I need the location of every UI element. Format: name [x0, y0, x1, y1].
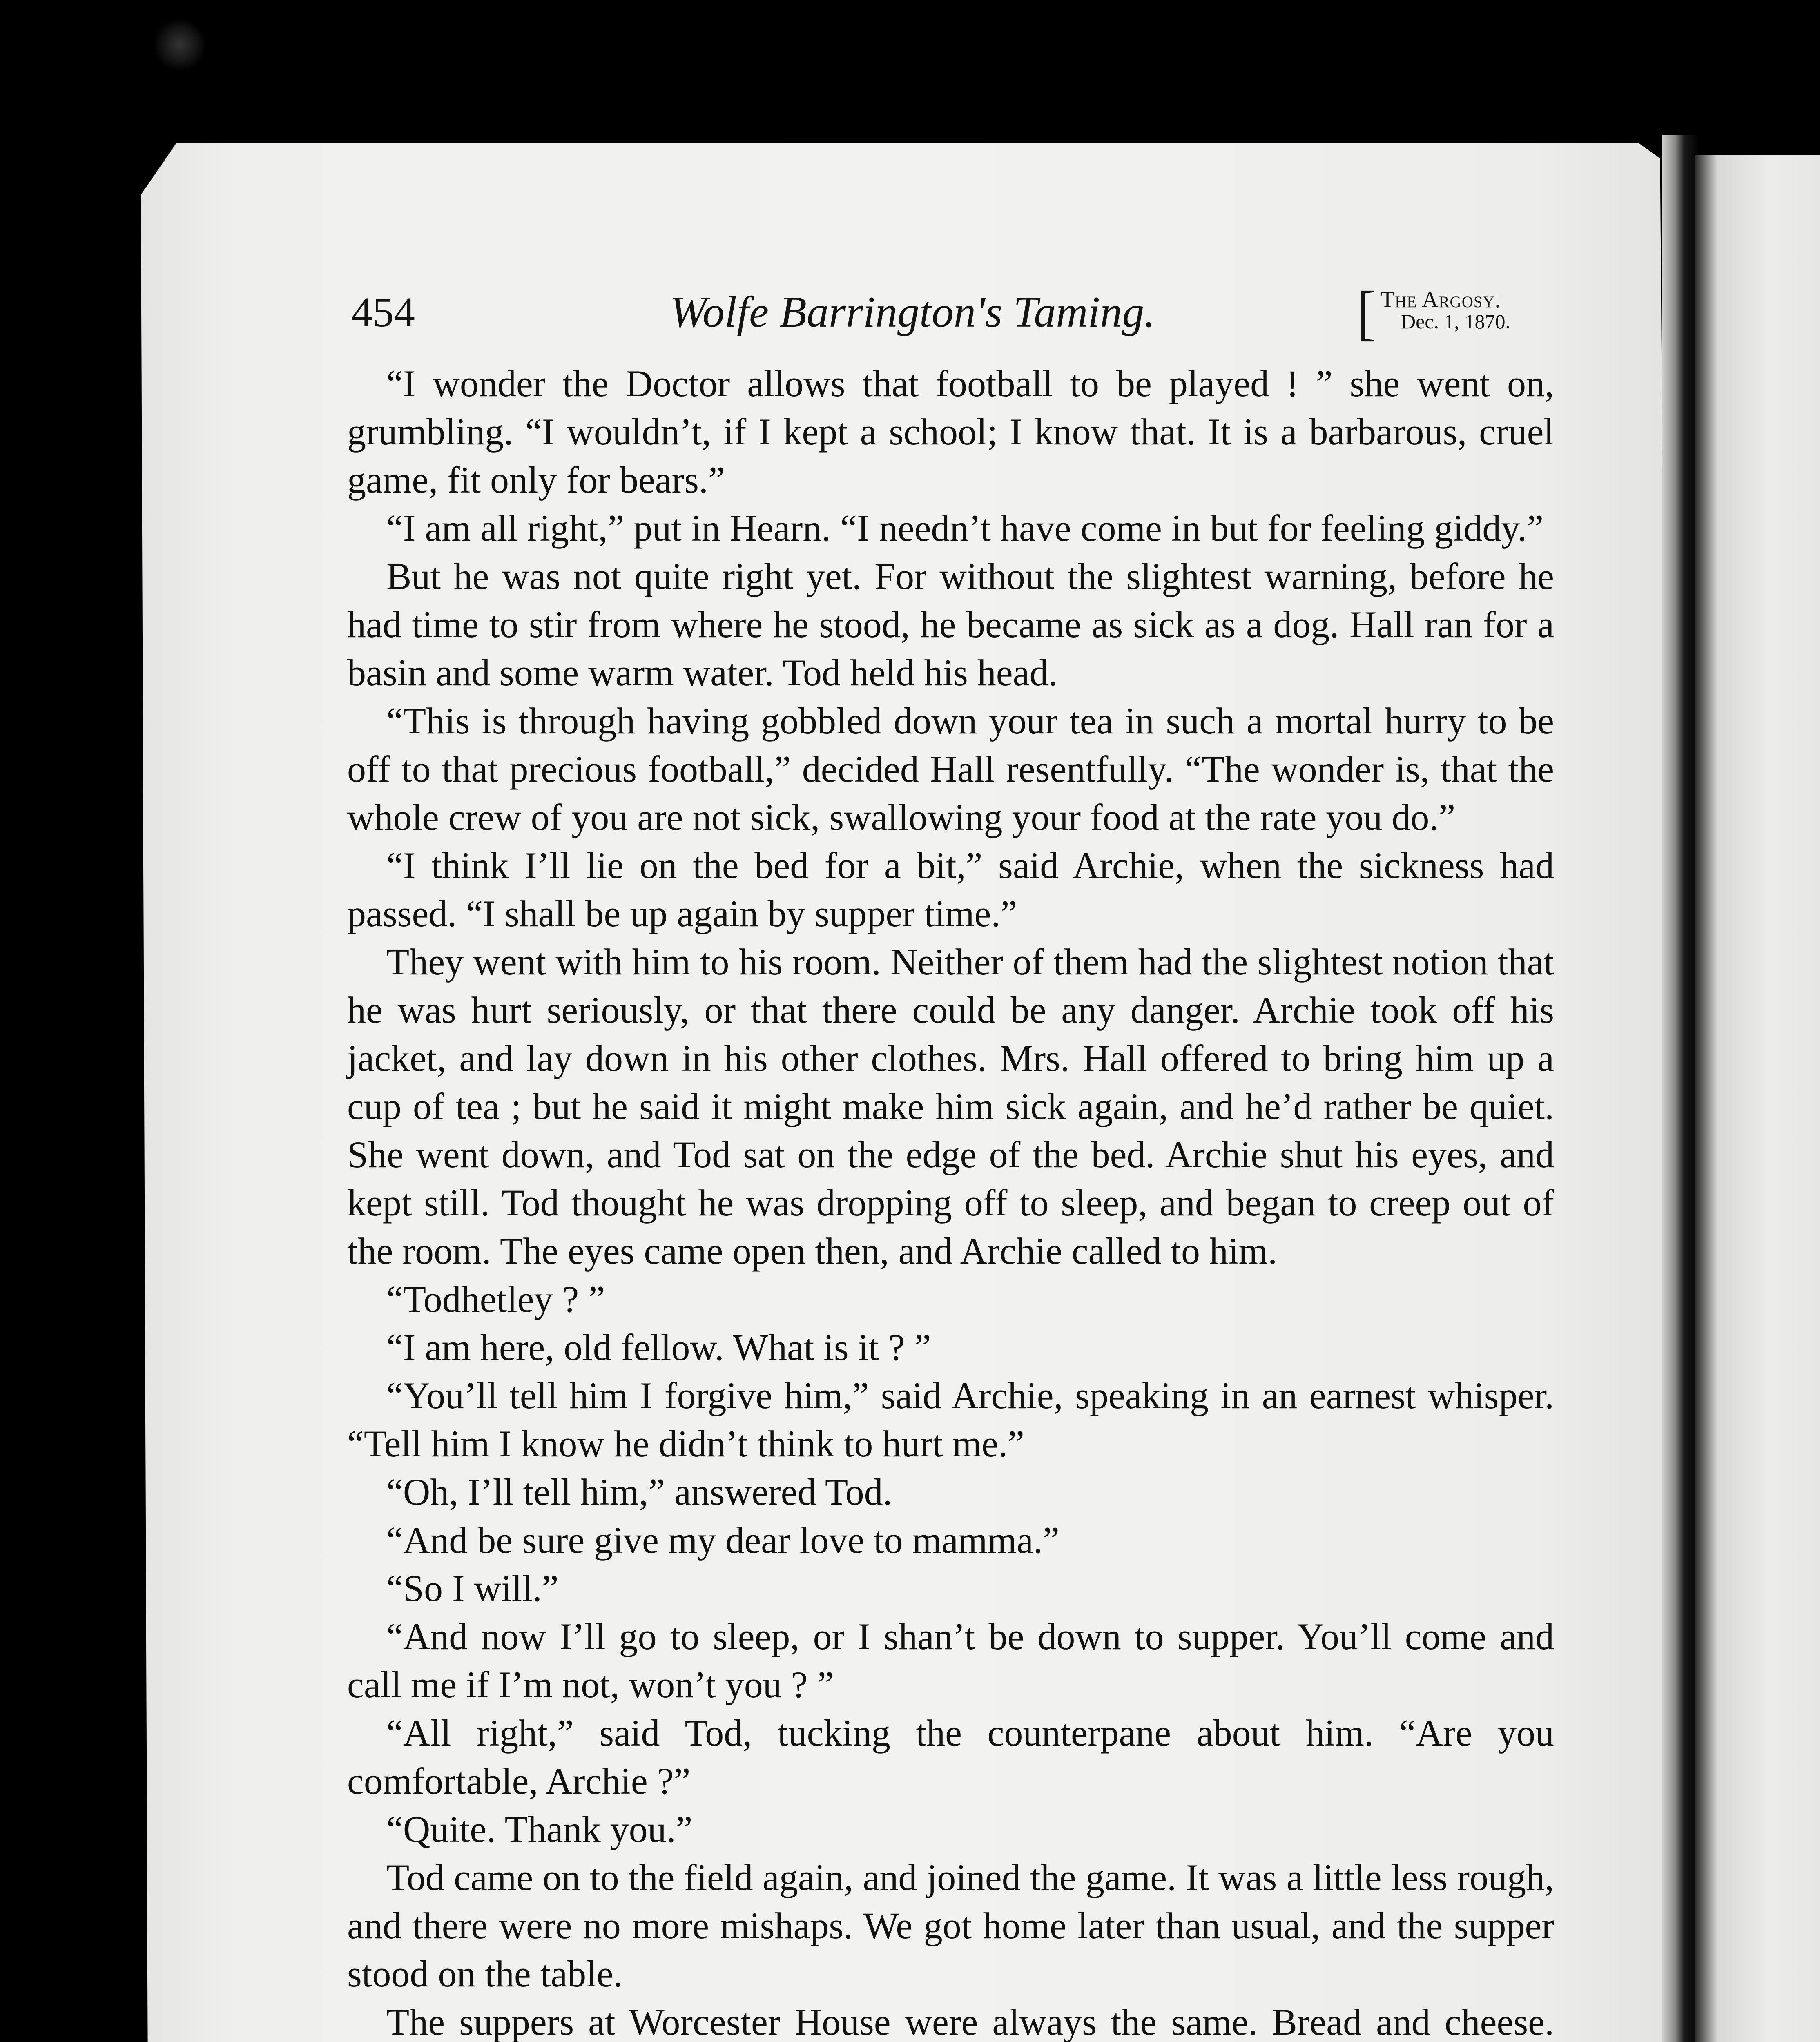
- facing-page-edge: [1695, 155, 1820, 2042]
- paragraph: But he was not quite right yet. For without the slightest warning, before he had time to stir from where he stood, he became as sick as a dog. Hall ran for a basin and some warm water. Tod held his head.: [347, 555, 1554, 693]
- dust-speck: [155, 16, 204, 74]
- paragraph: They went with him to his room. Neither of them had the slightest notion that he was hurt seriously, or that there could be any danger. Archie took off his jacket, and lay down in his other clothes. Mrs. Hall offered to bring him up a cup of tea ; but he said it might make him sick again, and he’d rather be quiet. She went down, and Tod sat on the edge of the bed. Archie shut his eyes, and kept still. Tod thought he was dropping off to sleep, and began to creep out of the room. The eyes came open then, and Archie called to him.: [347, 941, 1554, 1272]
- book-gutter: [1662, 135, 1699, 2042]
- body-text: [347, 359, 1554, 2042]
- paragraph: “And now I’ll go to sleep, or I shan’t be down to supper. You’ll come and call me if I’m not, won’t you ? ”: [347, 1616, 1554, 1705]
- paragraph: “I am all right,” put in Hearn. “I needn’t have come in but for feeling giddy.”: [386, 507, 1544, 549]
- paragraph: “I wonder the Doctor allows that football to be played ! ” she went on, grumbling. “I wouldn’t, if I kept a school; I know that. It is a barbarous, cruel game, fit only for bears.”: [347, 363, 1554, 501]
- paragraph: “You’ll tell him I forgive him,” said Archie, speaking in an earnest whisper. “Tell him I know he didn’t think to hurt me.”: [347, 1375, 1554, 1465]
- issue-date: Dec. 1, 1870.: [1401, 310, 1510, 333]
- paragraph: The suppers at Worcester House were always the same. Bread and cheese.: [386, 2001, 1554, 2042]
- paragraph: “So I will.”: [386, 1567, 559, 1609]
- paragraph: Tod came on to the field again, and joined the game. It was a little less rough, and there were no more mishaps. We got home later than usual, and the supper stood on the table.: [347, 1857, 1554, 1995]
- paragraph: “Quite. Thank you.”: [386, 1808, 693, 1850]
- paragraph: “I am here, old fellow. What is it ? ”: [386, 1326, 931, 1368]
- paragraph: “I think I’ll lie on the bed for a bit,” said Archie, when the sickness had passed. “I shall be up again by supper time.”: [347, 845, 1554, 934]
- header-bracket: [: [1356, 279, 1376, 347]
- page-title: Wolfe Barrington's Taming.: [670, 288, 1155, 337]
- magazine-name: The Argosy.: [1381, 287, 1501, 312]
- paragraph: “This is through having gobbled down your tea in such a mortal hurry to be off to that precious football,” decided Hall resentfully. “The wonder is, that the whole crew of you are not sick, swallowing your food at the rate you do.”: [347, 700, 1554, 838]
- paragraph: “Oh, I’ll tell him,” answered Tod.: [386, 1471, 892, 1513]
- paragraph: “Todhetley ? ”: [386, 1278, 605, 1320]
- page-number: 454: [351, 289, 415, 336]
- paragraph: “And be sure give my dear love to mamma.”: [386, 1519, 1059, 1561]
- running-head: [351, 279, 1560, 347]
- paragraph: “All right,” said Tod, tucking the counterpane about him. “Are you comfortable, Archie ?”: [347, 1712, 1554, 1802]
